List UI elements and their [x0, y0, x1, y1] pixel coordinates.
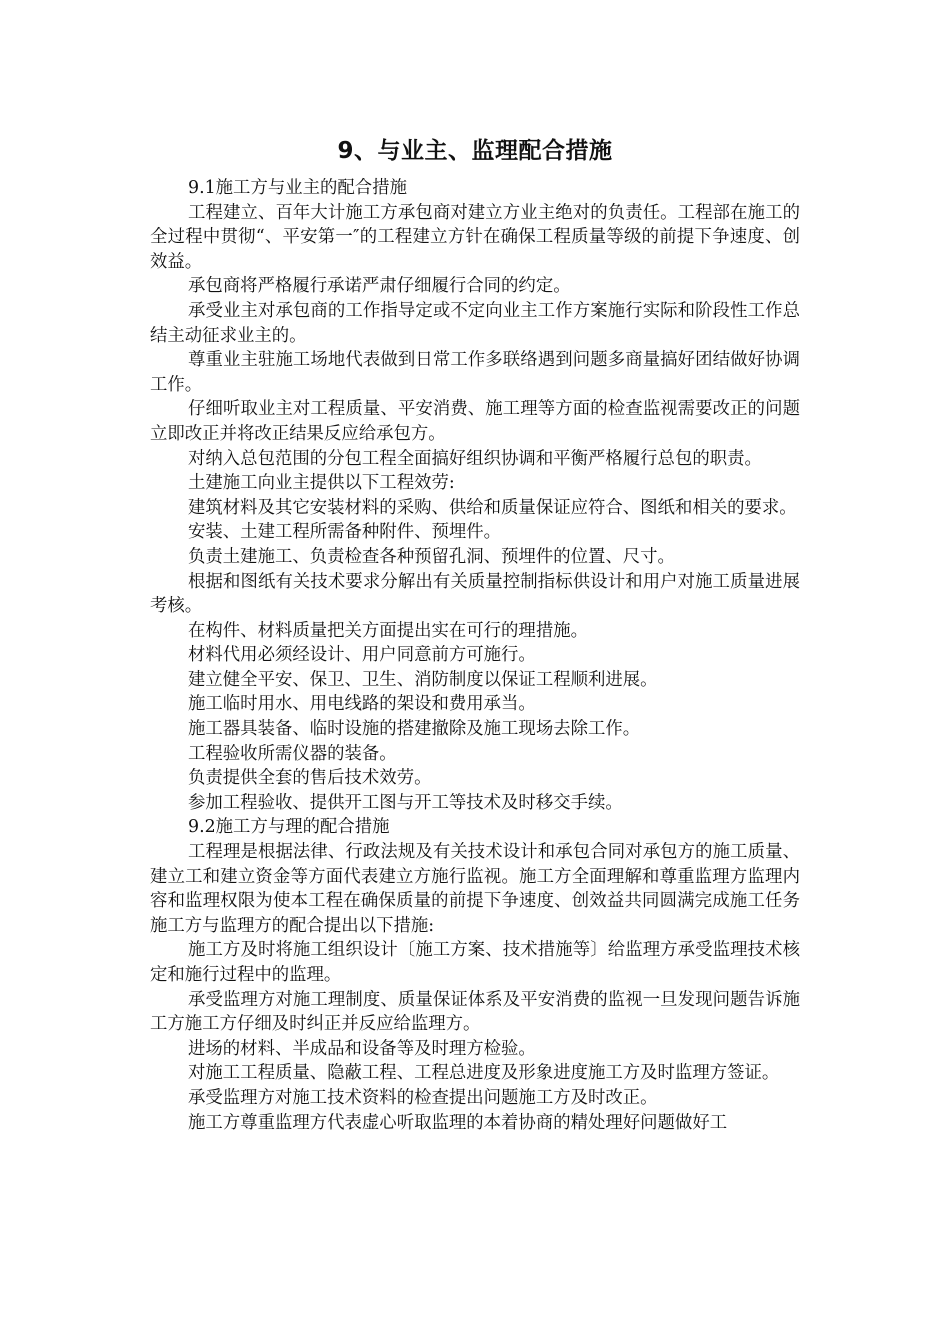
paragraph: 施工方尊重监理方代表虚心听取监理的本着协商的精处理好问题做好工 — [188, 1112, 728, 1133]
paragraph: 在构件、材料质量把关方面提出实在可行的理措施。 — [188, 620, 588, 641]
section-heading-9-2: 9.2施工方与理的配合措施 — [188, 817, 390, 838]
paragraph: 建立健全平安、保卫、卫生、消防制度以保证工程顺利进展。 — [188, 669, 658, 690]
paragraph: 承受监理方对施工技术资料的检查提出问题施工方及时改正。 — [188, 1087, 658, 1108]
paragraph: 承包商将严格履行承诺严肃仔细履行合同的约定。 — [188, 276, 571, 297]
paragraph: 负责土建施工、负责检查各种预留孔洞、预埋件的位置、尺寸。 — [188, 546, 675, 567]
paragraph: 材料代用必须经设计、用户同意前方可施行。 — [188, 645, 536, 666]
paragraph: 施工器具装备、临时设施的搭建撤除及施工现场去除工作。 — [188, 719, 641, 740]
paragraph: 安装、土建工程所需备种附件、预埋件。 — [188, 522, 502, 543]
document-page — [150, 134, 800, 1135]
section-heading-9-1: 9.1施工方与业主的配合措施 — [188, 178, 407, 198]
paragraph: 根据和图纸有关技术要求分解出有关质量控制指标供设计和用户对施工质量进展考核。 — [150, 571, 800, 617]
paragraph: 承受监理方对施工理制度、质量保证体系及平安消费的监视一旦发现问题告诉施工方施工方仔细及时纠正并反应给监理方。 — [150, 989, 800, 1035]
paragraph: 土建施工向业主提供以下工程效劳: — [188, 473, 455, 494]
paragraph: 仔细听取业主对工程质量、平安消费、施工理等方面的检查监视需要改正的问题立即改正并将改正结果反应给承包方。 — [150, 399, 800, 444]
paragraph: 参加工程验收、提供开工图与开工等技术及时移交手续。 — [188, 792, 623, 813]
paragraph: 负责提供全套的售后技术效劳。 — [188, 768, 432, 789]
paragraph: 建筑材料及其它安装材料的采购、供给和质量保证应符合、图纸和相关的要求。 — [188, 497, 797, 518]
paragraph: 施工临时用水、用电线路的架设和费用承当。 — [188, 694, 536, 715]
paragraph: 对施工工程质量、隐蔽工程、工程总进度及形象进度施工方及时监理方签证。 — [188, 1063, 780, 1084]
paragraph: 工程理是根据法律、行政法规及有关技术设计和承包合同对承包方的施工质量、建立工和建立资金等方面代表建立方施行监视。施工方全面理解和尊重监理方监理内容和监理权限为使本工程在确保质量的前提下争速度、创效益共同圆满完成施工任务施工方与监理方的配合提出以下措施: — [150, 842, 800, 936]
paragraph: 工程建立、百年大计施工方承包商对建立方业主绝对的负责任。工程部在施工的全过程中贯彻“、平安第一″的工程建立方针在确保工程质量等级的前提下争速度、创效益。 — [150, 202, 800, 272]
paragraph: 尊重业主驻施工场地代表做到日常工作多联络遇到问题多商量搞好团结做好协调工作。 — [150, 350, 800, 395]
paragraph: 对纳入总包范围的分包工程全面搞好组织协调和平衡严格履行总包的职责。 — [188, 448, 762, 469]
paragraph: 承受业主对承包商的工作指导定或不定向业主工作方案施行实际和阶段性工作总结主动征求业主的。 — [150, 300, 800, 346]
page-title: 9、与业主、监理配合措施 — [337, 138, 613, 164]
paragraph: 施工方及时将施工组织设计〔施工方案、技术措施等〕给监理方承受监理技术核定和施行过程中的监理。 — [150, 940, 800, 985]
paragraph: 进场的材料、半成品和设备等及时理方检验。 — [188, 1038, 536, 1059]
paragraph: 工程验收所需仪器的装备。 — [188, 743, 397, 764]
